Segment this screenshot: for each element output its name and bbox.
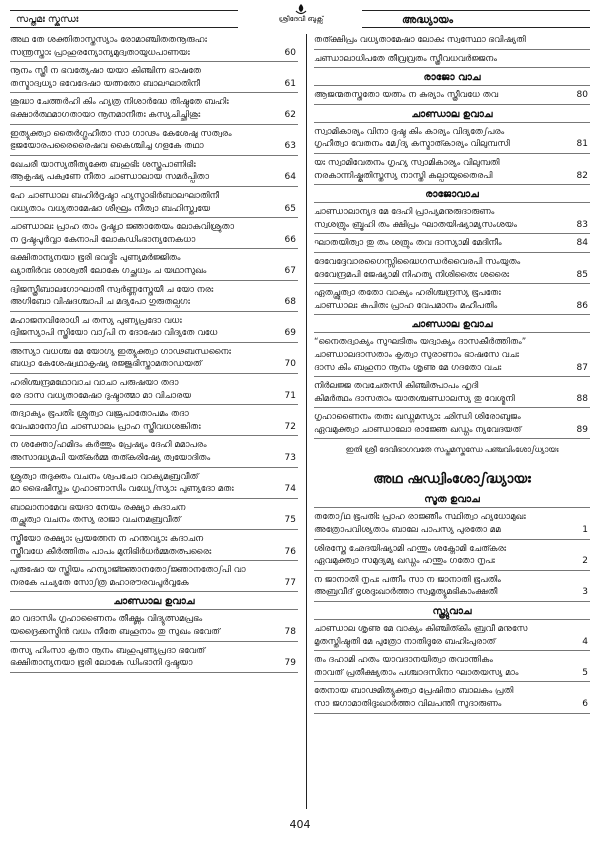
verse-number: 63 [284,141,296,152]
verse-line: വേപമാനോഽഥ ചാണ്ഡാലം പ്രാഹ സ്ത്രീവധശങ്കിതഃ [10,421,201,432]
verse-line: ചാണ്ഡാലാന്യദ മേ ദേഹി പ്രാപ്യമനുരുദാരുണം [314,207,495,218]
verse-number: 5 [582,667,588,678]
verse-number: 87 [576,362,588,373]
verse-line: സാ ജഗാമാതിദുഃഖാർത്താ വിലപന്തീ സുദാരുണം [314,699,502,709]
verse-number: 2 [582,556,588,567]
verse-number: 61 [284,78,296,89]
chapter-heading: അഥ ഷഡ്വിംശോഽദ്ധ്യായഃ [373,471,531,488]
verse-number: 81 [576,139,588,150]
verse-line: നൂനം സ്ത്രീ ന ഭവത്യേഷാ യയാ കിഞ്ചിന്ന ഭാഷതേ [10,66,201,77]
verse-line: സ്ത്രീവധേ കീർത്തിതം പാപം മുനിഭിർധർമ്മതത്പരൈഃ [10,546,212,557]
verse-number: 68 [284,297,296,308]
verse-number: 3 [582,587,588,598]
verse-number: 72 [284,421,296,432]
verse-line: സ്ത്രീയോ രക്ഷ്യാഃ പ്രയത്നേന ന ഹന്തവ്യാഃ കദാചന [10,534,204,544]
verse-line: ഭക്ഷിതാന്യനയാ ഭൂരി ഭവദ്ഭിഃ പുണ്യമർജ്ജിതം [10,253,181,264]
verse-number: 73 [284,453,296,464]
verse-block [10,284,298,312]
verse-block [10,533,298,561]
verse-block [314,53,590,69]
verse-number: 84 [576,238,588,249]
verse-number: 64 [284,172,296,183]
verse-line: ദ്വിജസ്യാപി സ്ത്രിയോ വാഽപി ന ദോഷോ വിദ്യതേ വധേ [10,328,218,339]
verse-line: ന ദൃഷ്ടപൂർവ്വാ കേനാപി ലോകഡിംഭാന്യനേകധാ [10,234,196,245]
verse-line: അഗിബോ വിഷദശ്ചാപി ച മദ്യപോ ഗുരുതല്പഗഃ [10,297,190,308]
verse-line: ഹരിശ്ചന്ദ്രമഥോവാച വാചാ പരുഷയാ തദാ [10,378,179,389]
verse-number: 60 [284,47,296,58]
verse-number: 62 [284,109,296,120]
verse-line: നിർലജ്ജ തവചേതസി കിഞ്ചിത്പാപം ഹൃദി [314,381,479,392]
verse-line: ഏവമുക്ത്വാ ചാണ്ഡാലോ രാജ്ഞേ ഖഡ്ഗം ന്യവേദയത് [314,424,522,435]
verse-number: 69 [284,328,296,339]
verse-block [10,346,298,374]
verse-block [314,543,590,571]
speaker-heading: രാജോ വാച [314,71,590,86]
verse-block [10,377,298,405]
verse-block [314,574,590,602]
verse-block [314,89,590,105]
verse-line: തസ്യ ഹിംസാ കൃതാ നൂനം ബഹുപുണ്യപ്രദാ ഭവേത് [10,645,206,656]
speaker-heading: രാജോവാച [314,188,590,203]
page-header [10,4,590,30]
verse-block [314,126,590,154]
verse-number: 77 [284,577,296,588]
verse-number: 75 [284,515,296,526]
verse-number: 78 [284,626,296,637]
page-number: 404 [289,818,311,831]
verse-number: 6 [582,699,588,709]
verse-block [10,471,298,499]
verse-block [314,157,590,185]
verse-number: 74 [284,484,296,495]
verse-block [10,315,298,343]
verse-line: ദ്വിജസ്ത്രീബാലഗോഘാതീ സ്വർണ്ണസ്തേയീ ച യോ നരഃ [10,284,214,295]
verse-line: തദ്വാക്യം ഭൂപതിഃ ശ്രുത്വാ വജ്രപാതോപമം തദാ [10,409,189,420]
verse-block [10,128,298,156]
speaker-heading: സൂത ഉവാച [314,493,590,508]
verse-number: 70 [284,359,296,370]
verse-line: ഭക്ഷിതാന്യനയാ ഭൂരി ലോകേ ഡിംഭാനി ദുഷ്ടയാ [10,658,193,669]
verse-line: മഹാജനവിരോധീ ച തസ്യ പുണ്യപ്രദോ വധഃ [10,315,182,326]
verse-block [10,502,298,530]
verse-line: ചാണ്ഡാലഃ കുപിതഃ പ്രാഹ വേപമാനം മഹീപതിം [314,300,498,311]
verse-line: “നൈതദ്വാക്യം സുഘടിതം യദ്വാക്യം ദാസകീർത്തിതം” [314,337,527,348]
verse-line: ചാണ്ഡാലദാസതാം കൃത്വാ സുരാണാം ഭാഷസേ വചഃ [314,349,519,360]
verse-block [314,654,590,682]
verse-line: അബ്രവീദ് ഭൃശദുഃഖാർത്താ സ്വമൃത്യുമഭികാംക്ഷതീ [314,587,498,598]
verse-line: ന ജാനാതി നൃപഃ പത്നീം സാ ന ജാനാതി ഭൂപതിം [314,574,501,585]
verse-number: 86 [576,300,588,311]
verse-line: തസ്മാദ്വധ്യാ ഭവേദേഷാ യത്നതോ ബാലഘാതിനീ [10,78,200,89]
section-title: സപ്തമഃ സ്കന്ധഃ [10,10,238,28]
right-column [314,34,590,717]
verse-line: ചാണ്ഡാല ശൃണു മേ വാക്യം കിഞ്ചിത്കിം ബ്രവീ മനുസേ [314,624,528,635]
speaker-heading: ചാണ്ഡാല ഉവാച [314,108,590,123]
verse-line: ശ്രുത്വാ തദുക്തം വചനം ശ്വപചോ വാക്യമബ്രവീത് [10,471,199,482]
verse-line: ന ശക്തോഽഹമിദം കർത്തും പ്രേഷ്യം ദേഹി മമാപരം [10,440,207,451]
flame-logo-icon [295,4,307,15]
verse-number: 80 [576,90,588,101]
speaker-heading: ചാണ്ഡാല ഉവാച [314,318,590,333]
verse-line: താവത് പ്രതീക്ഷ്യതാം പശ്ചാദസിനാ ഘാതയസ്യ മാം [314,667,519,678]
two-column-text [10,34,590,809]
verse-block [10,96,298,124]
verse-number: 79 [284,658,296,669]
verse-line: ബധ്വാ കേശേഷ്വഥാകൃഷ്യ രജ്ജുഭിസ്താമതാഡയത് [10,359,202,370]
verse-line: തം ദഹാമി ഹതം യാവദാനയിത്വാ തവാന്തികം [314,655,493,666]
verse-line: ഭുജയോരപരൈരൈഷവ കൈശ്ചിച്ച ഗളകേ തഥാ [10,141,204,152]
verse-line: തതോഽഥ ഭൂപതിഃ പ്രാഹ രാജ്ഞീം സ്ഥിത്വാ ഹ്യധോമുഖഃ [314,512,526,523]
verse-number: 71 [284,390,296,401]
chapter-label: അദ്ധ്യായം [362,10,590,28]
verse-number: 88 [576,393,588,404]
verse-line: ആജന്മതസ്തതോ യത്നം ന കുര്യാം സ്ത്രീവധേ തവ [314,90,499,101]
verse-line: സ്വാമികാര്യം വിനാ ദുഷ്ട കിം കാര്യം വിദ്യതേഽപരം [314,126,505,137]
verse-block [10,65,298,93]
verse-block [314,206,590,234]
verse-line: ബാലാനാമേവ ഭയദാ നേയം രക്ഷ്യാ കദാചന [10,502,186,513]
verse-line: അത്രോപവിശ്യതാം ബാലേ പാപസ്യ പുരതോ മമ [314,525,501,536]
verse-number: 67 [284,265,296,276]
verse-number: 4 [582,636,588,647]
verse-line: സ്വശത്രും ബ്രൂഹി തം ക്ഷിപ്രം ഘാതയിഷ്യാമ്യസംശയം [314,219,518,230]
verse-number: 66 [284,234,296,245]
verse-block [10,252,298,280]
verse-line: ചാണ്ഡാലഃ പ്രാഹ താം ദൃഷ്ട്വാ ജ്ഞാതേയം ലോകവിശ്രുതാ [10,222,235,233]
verse-line: ദേവേന്ദ്രമപി ജേഷ്യാമി നിഹത്യ നിശിതൈഃ ശരൈഃ [314,269,510,280]
verse-line: ചണ്ഡാലാധിപതേ തീവ്രവ്രതം സ്ത്രീവധവർജ്ജനം [314,53,497,64]
verse-line: ഭക്ഷാർത്ഥമാഗതായാ നൂനമാനീതഃ കസ്യചിച്ഛിശുഃ [10,109,201,120]
verse-block [314,34,590,50]
verse-line: ഏവമുക്ത്വാ സമുദ്യമ്യ ഖഡ്ഗം ഹന്തും ഗതോ നൃപഃ [314,556,495,567]
verse-block [314,256,590,284]
verse-number: 65 [284,203,296,214]
verse-number: 82 [576,170,588,181]
verse-number: 83 [576,219,588,230]
verse-number: 89 [576,424,588,435]
verse-line: മാ ഭൈഷീസ്ത്വം ഗൃഹാണാസിം വധ്യേഽസ്യാഃ പുണ്യദോ മതഃ [10,484,234,495]
verse-line: കിമർത്ഥം ദാസതാം യാതശ്ചണ്ഡാലസ്യ തു വേശ്മനി [314,393,515,404]
verse-line: ദേവേദ്ദേവാരഗൈസ്സിദ്ധൈഗന്ധർവൈരപി സംയുതം [314,256,521,267]
verse-block [314,411,590,439]
verse-block [10,34,298,62]
verse-line: ഹേ ചാണ്ഡാല ബഹിർദൃഷ്ടാ ഹ്യസ്മാഭിർബാലഘാതിനീ [10,190,220,201]
verse-line: യദ്രൈക്കസ്മിൻ വധം നീതേ ബഹൂനാം തു സുഖം ഭവേത് [10,626,220,637]
publisher-name: ശ്രീദേവീ ബുക്സ് [278,15,324,23]
verse-line: അഥ തേ ശക്തിതാസ്തസ്യാം രോമാഞ്ചിതതനൂരുഹഃ [10,35,207,45]
verse-block [10,190,298,218]
verse-line: പുരുഷോ യ സ്ത്രിയം ഹന്യാജ്ജ്ഞാനതോഽജ്ഞാനതോഽപി വാ [10,565,246,576]
verse-line: ഗൃഹാണൈനം തതഃ ഖഡ്ഗമസ്യാഃ ഛിന്ധി ശിരോബുജം [314,412,521,423]
verse-number: 85 [576,269,588,280]
column-divider [306,34,307,809]
verse-line: ഘാതയിത്വാ തു തം ശത്രും തവ ദാസ്യാമി മേദിനീം [314,238,502,249]
verse-line: രേ ദാസ വധ്യതാമേഷാ ദുഷ്ടാത്മാ മാ വിചാരയ [10,390,192,401]
verse-block [10,221,298,249]
verse-block [314,685,590,713]
left-column [10,34,298,676]
verse-block [10,408,298,436]
verse-line: മാ വദാസിം ഗൃഹാണൈനം തീക്ഷ്ണം വിദ്യുത്സമപ്രഭം [10,614,203,625]
verse-line: തച്ഛ്രുത്വാ വചനം തസ്യ രാജാ വചനമബ്രവീത് [10,515,181,526]
verse-block [10,564,298,592]
verse-line: മൃതസ്തിഷ്ഠതി മേ പുത്രോ നാതിദൂരേ ബഹിഃപുരാത് [314,636,496,647]
verse-block [314,380,590,408]
verse-line: ശുദ്ധാ ചേത്തർഹി കിം ഹ്യത്ര നിശാർദ്ധേ തിഷ്ഠതേ ബഹിഃ [10,97,229,108]
verse-line: ഖേചരീ യാസ്യതീത്യുക്തേ ബഹുഭിഃ ശസ്ത്രപാണിഭിഃ [10,159,196,170]
verse-block [314,287,590,315]
verse-line: ഏതച്ഛ്രുത്വാ തതോ വാക്യം ഹരിശ്ചന്ദ്രസ്യ ഭൂപതേഃ [314,288,501,299]
verse-block [10,613,298,641]
publisher-logo-block [268,4,334,24]
verse-block [10,159,298,187]
verse-line: യഃ സ്വാമിവേതനം ഗൃഹ്യ സ്വാമികാര്യം വിലുമ്പതി [314,157,500,168]
speaker-heading: സ്ത്ര്യുവാച [314,605,590,620]
verse-block [10,439,298,467]
verse-block [314,511,590,539]
verse-number: 1 [582,525,588,536]
verse-number: 76 [284,546,296,557]
verse-block [314,237,590,253]
verse-line: ദാസ കിം ബഹുനാ നൂനം ശൃണു മേ ഗദതോ വചഃ [314,362,502,373]
verse-line: തത്ക്ഷിപ്രം വധ്യതാമേഷാ ലോകഃ സ്വസ്ഥോ ഭവിഷ്യതി [314,35,526,45]
verse-line: അസാദ്ധ്യമപി യത്കർമ്മ തത്കരിഷ്യേ ത്വയോദിതം [10,453,211,464]
verse-block [10,645,298,673]
verse-block [314,623,590,651]
chapter-colophon: ഇതി ശ്രീ ദേവീഭാഗവതേ സപ്തമസ്കന്ധേ പഞ്ചവിംശോഽധ്യായഃ [345,445,559,455]
verse-block [314,336,590,377]
verse-line: ഗൃഹീത്വാ വേതനം മേഽദ്യ കസ്മാത്കാര്യം വിലുമ്പസി [314,139,510,150]
verse-line: വധ്യതാം വധ്യതാമേഷാ ശീഘ്രം നീത്വാ ബഹിസ്ത്വയേ [10,203,211,214]
speaker-heading: ചാണ്ഡാല ഉവാച [10,595,298,610]
verse-line: തേനായ ബാഢമിത്യുക്ത്വാ പ്രേഷിതാ ബാലകം പ്രതി [314,686,514,697]
verse-line: ഖ്യാതിർവഃ ശാശ്വതീ ലോകേ ഗച്ഛധ്വം ച യഥാസുഖം [10,265,207,276]
verse-line: നരകേ പച്യതേ സോഽത്ര മഹാരൗരവപൂർവ്വകേ [10,577,189,588]
verse-line: അസ്യാ വധശ്ച മേ യോഗ്യ ഇത്യുക്ത്വാ ഗാഢബന്ധനൈഃ [10,346,231,357]
verse-line: ഇത്യുക്ത്വാ തൈർഗ്ഗൃഹീതാ സാ ഗാഢം കേശേഷു സത്വരം [10,128,232,139]
verse-line: ആകൃഷ്യ പക്വണേ നീതാ ചാണ്ഡാലായ സമർപ്പിതാ [10,172,210,183]
verse-line: നരകാന്നിഷ്കൃതിസ്തസ്യ നാസ്തി കല്പായുതൈരപി [314,170,493,181]
verse-line: സന്ത്രസ്താഃ പ്രാഹുരന്യോന്യമുദ്വതായുധപാണയഃ [10,47,190,58]
verse-line: ശിരസ്തേ ഛേദയിഷ്യാമി ഹന്തും ശക്നോമി ചേത്കരഃ [314,543,507,554]
